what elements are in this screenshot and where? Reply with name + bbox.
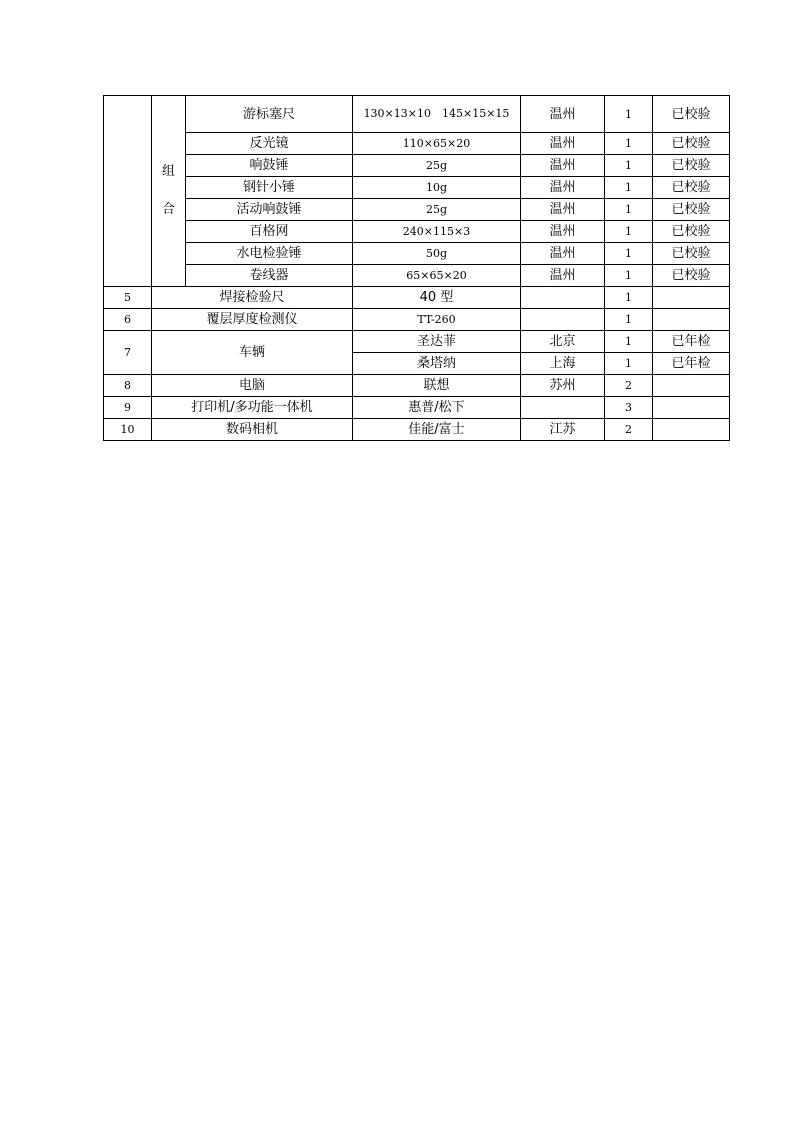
item-origin: 温州: [521, 243, 605, 265]
table-row: [104, 287, 730, 309]
item-status: 已校验: [653, 133, 730, 155]
item-spec: 110×65×20: [353, 133, 521, 155]
table-row: [104, 155, 730, 177]
table-row: [104, 199, 730, 221]
item-spec: 佳能/富士: [353, 419, 521, 441]
item-origin: 温州: [521, 96, 605, 133]
table-row: [104, 96, 730, 133]
item-qty: 1: [605, 199, 653, 221]
item-qty: 1: [605, 331, 653, 353]
item-qty: 1: [605, 287, 653, 309]
table-row: [104, 221, 730, 243]
item-qty: 1: [605, 155, 653, 177]
item-spec: 圣达菲: [353, 331, 521, 353]
item-origin: 温州: [521, 155, 605, 177]
item-origin: 温州: [521, 133, 605, 155]
item-spec: 惠普/松下: [353, 397, 521, 419]
item-status: [653, 287, 730, 309]
table-row: [104, 309, 730, 331]
item-qty: 1: [605, 177, 653, 199]
item-origin: 温州: [521, 221, 605, 243]
item-spec: 65×65×20: [353, 265, 521, 287]
table-row: [104, 397, 730, 419]
item-status: 已校验: [653, 177, 730, 199]
table-row: [104, 375, 730, 397]
table-row: [104, 331, 730, 353]
item-qty: 1: [605, 353, 653, 375]
item-name: 反光镜: [186, 133, 353, 155]
item-spec: 50g: [353, 243, 521, 265]
table-row: [104, 133, 730, 155]
item-qty: 1: [605, 309, 653, 331]
table-row: [104, 243, 730, 265]
row-number: 8: [104, 375, 152, 397]
item-origin: 江苏: [521, 419, 605, 441]
item-name: 活动响鼓锤: [186, 199, 353, 221]
group-label-char: 合: [161, 202, 175, 217]
item-spec: 40 型: [353, 287, 521, 309]
item-qty: 1: [605, 96, 653, 133]
item-status: 已校验: [653, 265, 730, 287]
item-status: 已年检: [653, 353, 730, 375]
item-name: 百格网: [186, 221, 353, 243]
item-status: 已校验: [653, 96, 730, 133]
item-name: 电脑: [152, 375, 353, 397]
item-name: 数码相机: [152, 419, 353, 441]
row-number: 9: [104, 397, 152, 419]
item-name: 车辆: [152, 331, 353, 375]
item-spec: 25g: [353, 155, 521, 177]
item-spec: 240×115×3: [353, 221, 521, 243]
item-name: 卷线器: [186, 265, 353, 287]
item-spec: 桑塔纳: [353, 353, 521, 375]
row-number: 6: [104, 309, 152, 331]
item-qty: 1: [605, 265, 653, 287]
item-status: 已校验: [653, 155, 730, 177]
table-row: [104, 177, 730, 199]
item-name: 打印机/多功能一体机: [152, 397, 353, 419]
item-origin: 温州: [521, 265, 605, 287]
item-status: [653, 397, 730, 419]
equipment-table: [103, 95, 730, 441]
item-qty: 1: [605, 221, 653, 243]
item-spec: 10g: [353, 177, 521, 199]
item-status: 已年检: [653, 331, 730, 353]
item-status: 已校验: [653, 243, 730, 265]
item-status: [653, 375, 730, 397]
item-qty: 2: [605, 419, 653, 441]
table-row: [104, 419, 730, 441]
item-spec: 联想: [353, 375, 521, 397]
row-number: 7: [104, 331, 152, 375]
item-name: 焊接检验尺: [152, 287, 353, 309]
item-origin: 北京: [521, 331, 605, 353]
item-status: 已校验: [653, 199, 730, 221]
table-row: [104, 265, 730, 287]
item-spec: 25g: [353, 199, 521, 221]
row-number: 10: [104, 419, 152, 441]
item-qty: 2: [605, 375, 653, 397]
group-no-cell: [104, 96, 152, 287]
item-spec: TT-260: [353, 309, 521, 331]
item-origin: 上海: [521, 353, 605, 375]
item-name: 水电检验锤: [186, 243, 353, 265]
item-origin: 苏州: [521, 375, 605, 397]
item-spec: 130×13×10 145×15×15: [353, 96, 521, 133]
item-status: [653, 419, 730, 441]
item-name: 游标塞尺: [186, 96, 353, 133]
item-qty: 1: [605, 243, 653, 265]
item-name: 响鼓锤: [186, 155, 353, 177]
group-label-cell: [152, 96, 186, 287]
item-origin: [521, 287, 605, 309]
item-name: 覆层厚度检测仪: [152, 309, 353, 331]
item-qty: 1: [605, 133, 653, 155]
group-label-char: 组: [161, 164, 175, 179]
row-number: 5: [104, 287, 152, 309]
item-origin: 温州: [521, 199, 605, 221]
item-status: 已校验: [653, 221, 730, 243]
item-origin: [521, 397, 605, 419]
item-qty: 3: [605, 397, 653, 419]
item-name: 钢针小锤: [186, 177, 353, 199]
item-status: [653, 309, 730, 331]
item-origin: 温州: [521, 177, 605, 199]
item-origin: [521, 309, 605, 331]
